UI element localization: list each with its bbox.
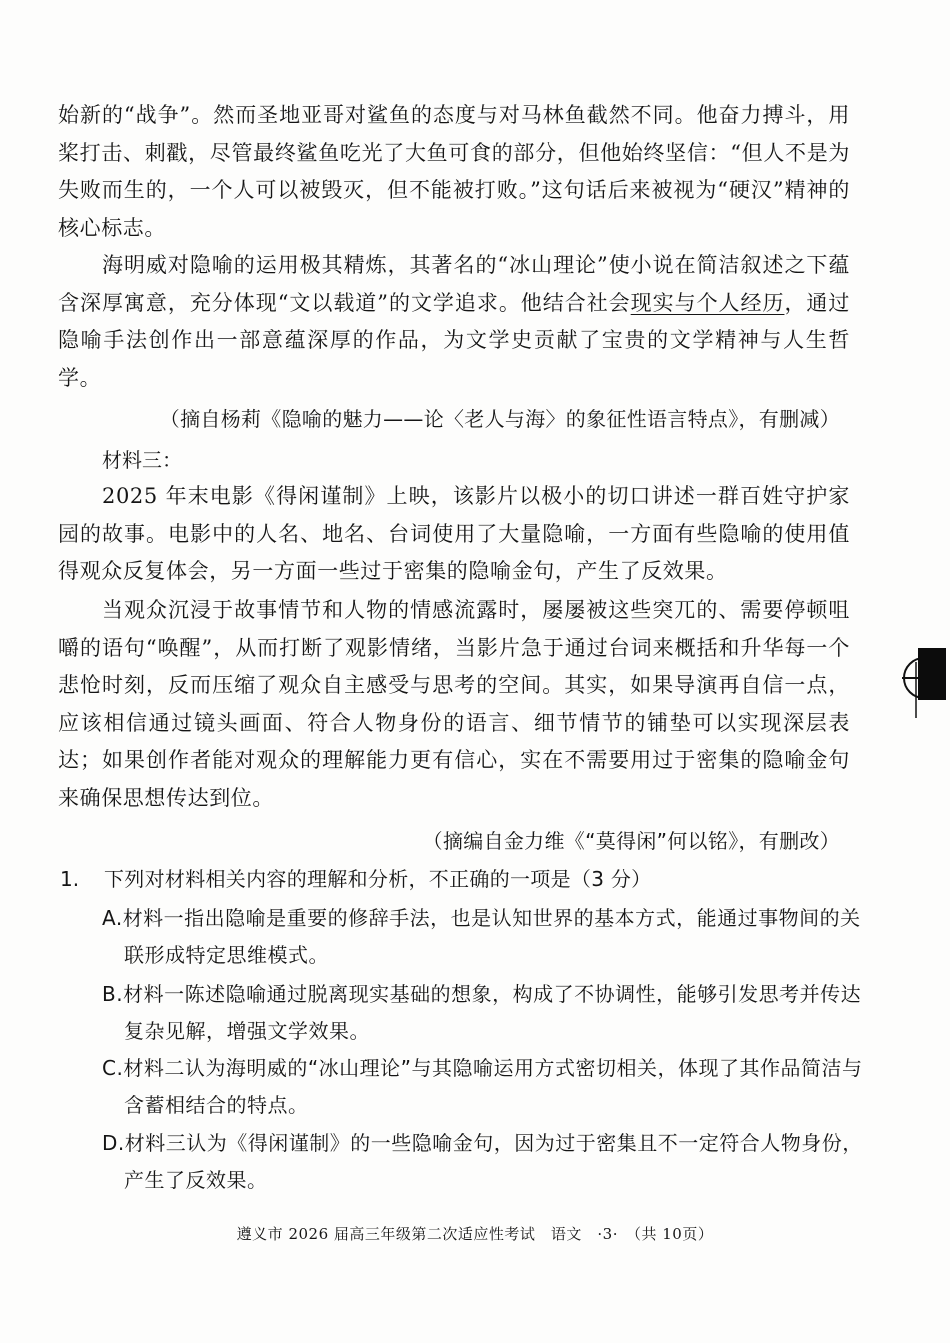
option-b: B.材料一陈述隐喻通过脱离现实基础的想象，构成了不协调性，能够引发思考并传达复杂见解，增强文学效果。 bbox=[102, 982, 862, 1043]
paragraph-hemingway-text-end: ，通过隐喻手法创作出一部意蕴深厚的作品，为文学史贡献了宝贵的文学精神与人生哲学。 bbox=[58, 290, 850, 390]
binding-tab-mark bbox=[900, 640, 950, 720]
option-d: D.材料三认为《得闲谨制》的一些隐喻金句，因为过于密集且不一定符合人物身份，产生了反效果。 bbox=[102, 1131, 863, 1192]
paragraph-hemingway-text: 海明威对隐喻的运用极其精炼，其著名的“冰山理论”使小说在简洁叙述之下蕴含深厚寓意，充分体现“文以载道”的文学追求。他结合社会 bbox=[58, 253, 850, 315]
question-stem: 下列对材料相关内容的理解和分析，不正确的一项是（3 分） bbox=[104, 867, 652, 891]
option-c: C.材料二认为海明威的“冰山理论”与其隐喻运用方式密切相关，体现了其作品简洁与含蓄相结合的特点。 bbox=[102, 1056, 863, 1117]
paragraph-film: 2025 年末电影《得闲谨制》上映，该影片以极小的切口讲述一群百姓守护家园的故事。电影中的人名、地名、台词使用了大量隐喻，一方面有些隐喻的使用值得观众反复体会，另一方面一些过于密集的隐喻金句，产生了反效果。 bbox=[58, 484, 850, 583]
source-citation-material-3: （摘编自金力维《“莫得闲”何以铭》，有删改） bbox=[422, 829, 840, 853]
material-3-heading: 材料三： bbox=[102, 448, 182, 472]
paragraph-hemingway bbox=[58, 247, 850, 397]
underlined-phrase: 现实与个人经历 bbox=[630, 290, 785, 315]
source-citation-material-2: （摘自杨莉《隐喻的魅力——论〈老人与海〉的象征性语言特点》，有删减） bbox=[159, 407, 840, 431]
paragraph-audience: 当观众沉浸于故事情节和人物的情感流露时，屡屡被这些突兀的、需要停顿咀嚼的语句“唤醒”，从而打断了观影情绪，当影片急于通过台词来概括和升华每一个悲怆时刻，反而压缩了观众自主感受与思考的空间。其实，如果导演再自信一点，应该相信通过镜头画面、符合人物身份的语言、细节情节的铺垫可以实现深层表达；如果创作者能对观众的理解能力更有信心，实在不需要用过于密集的隐喻金句来确保思想传达到位。 bbox=[58, 598, 850, 810]
paragraph-santiago: 始新的“战争”。然而圣地亚哥对鲨鱼的态度与对马林鱼截然不同。他奋力搏斗，用桨打击、刺戳，尽管最终鲨鱼吃光了大鱼可食的部分，但他始终坚信：“但人不是为失败而生的，一个人可以被毁灭，但不能被打败。”这句话后来被视为“硬汉”精神的核心标志。 bbox=[58, 103, 850, 240]
option-a: A.材料一指出隐喻是重要的修辞手法，也是认知世界的基本方式，能通过事物间的关联形成特定思维模式。 bbox=[102, 906, 861, 967]
question-number: 1. bbox=[60, 867, 80, 891]
page-footer: 遵义市 2026 届高三年级第二次适应性考试 语文 ·3· （共 10页） bbox=[236, 1225, 714, 1243]
